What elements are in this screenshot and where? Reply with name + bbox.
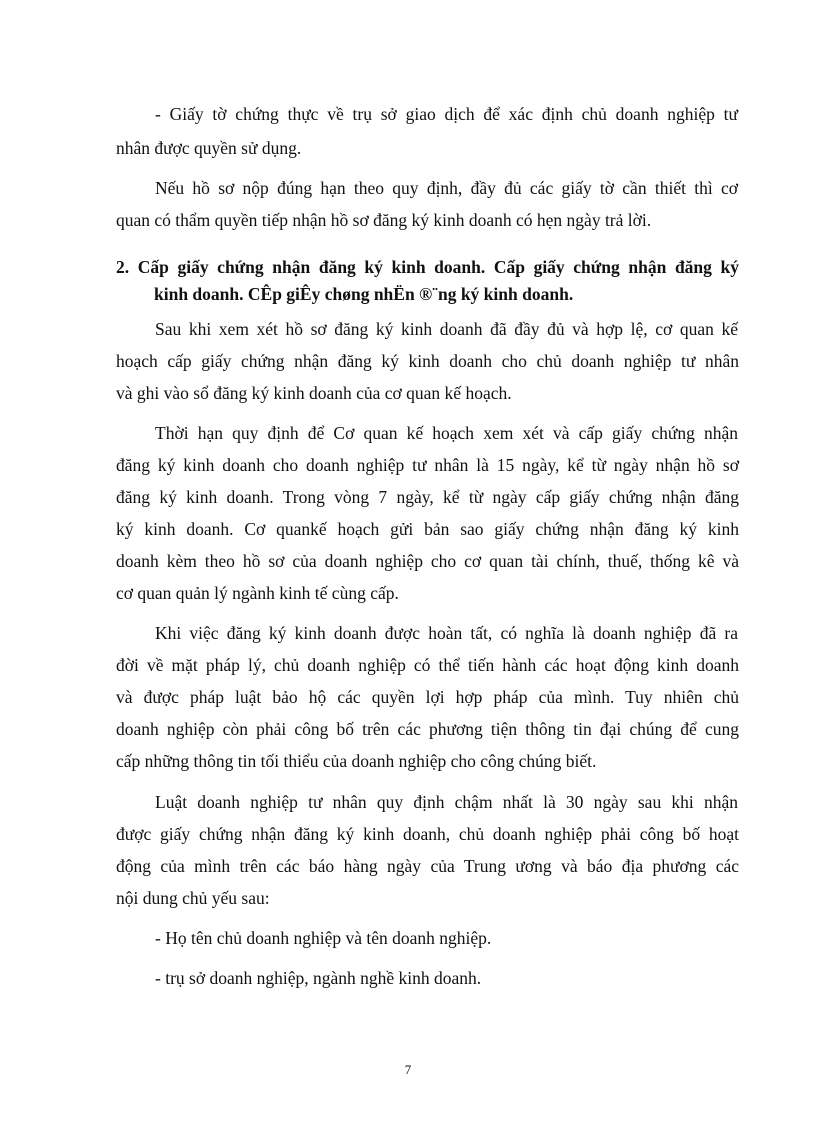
- paragraph-line: cơ quan quản lý ngành kinh tế cùng cấp.: [116, 583, 399, 603]
- paragraph-line: đăng ký kinh doanh. Trong vòng 7 ngày, kể từ ngày cấp giấy chứng nhận đăng: [116, 487, 739, 507]
- paragraph-line: Khi việc đăng ký kinh doanh được hoàn tất, có nghĩa là doanh nghiệp đã ra: [155, 623, 738, 643]
- paragraph-line: được giấy chứng nhận đăng ký kinh doanh, chủ doanh nghiệp phải công bố hoạt: [116, 824, 739, 844]
- page-number: 7: [404, 1062, 412, 1077]
- paragraph-line: và ghi vào sổ đăng ký kinh doanh của cơ quan kế hoạch.: [116, 383, 512, 403]
- paragraph-line: đời về mặt pháp lý, chủ doanh nghiệp có thể tiến hành các hoạt động kinh doanh: [116, 655, 739, 675]
- section-heading: 2. Cấp giấy chứng nhận đăng ký kinh doanh. Cấp giấy chứng nhận đăng ký: [116, 257, 739, 277]
- paragraph-line: đăng ký kinh doanh cho doanh nghiệp tư nhân là 15 ngày, kể từ ngày nhận hồ sơ: [116, 455, 739, 475]
- paragraph-line: - Giấy tờ chứng thực về trụ sở giao dịch để xác định chủ doanh nghiệp tư: [155, 104, 738, 124]
- paragraph-line: động của mình trên các báo hàng ngày của Trung ương và báo địa phương các: [116, 856, 739, 876]
- paragraph-line: Sau khi xem xét hồ sơ đăng ký kinh doanh đã đầy đủ và hợp lệ, cơ quan kế: [155, 319, 738, 339]
- paragraph-line: hoạch cấp giấy chứng nhận đăng ký kinh doanh cho chủ doanh nghiệp tư nhân: [116, 351, 739, 371]
- paragraph-line: và được pháp luật bảo hộ các quyền lợi hợp pháp của mình. Tuy nhiên chủ: [116, 687, 739, 707]
- section-heading: kinh doanh. CÊp giÊy chøng nhËn ®¨ng ký kinh doanh.: [154, 284, 574, 304]
- paragraph-line: ký kinh doanh. Cơ quankế hoạch gửi bản sao giấy chứng nhận đăng ký kinh: [116, 519, 739, 539]
- paragraph-line: doanh kèm theo hồ sơ của doanh nghiệp cho cơ quan tài chính, thuế, thống kê và: [116, 551, 739, 571]
- list-item: - Họ tên chủ doanh nghiệp và tên doanh nghiệp.: [155, 928, 492, 948]
- paragraph-line: Thời hạn quy định để Cơ quan kế hoạch xem xét và cấp giấy chứng nhận: [155, 423, 738, 443]
- paragraph-line: nhân được quyền sử dụng.: [116, 138, 302, 158]
- paragraph-line: Nếu hồ sơ nộp đúng hạn theo quy định, đầy đủ các giấy tờ cần thiết thì cơ: [155, 178, 738, 198]
- paragraph-line: cấp những thông tin tối thiểu của doanh nghiệp cho công chúng biết.: [116, 751, 597, 771]
- paragraph-line: nội dung chủ yếu sau:: [116, 888, 270, 908]
- paragraph-line: Luật doanh nghiệp tư nhân quy định chậm nhất là 30 ngày sau khi nhận: [155, 792, 738, 812]
- paragraph-line: doanh nghiệp còn phải công bố trên các phương tiện thông tin đại chúng để cung: [116, 719, 739, 739]
- list-item: - trụ sở doanh nghiệp, ngành nghề kinh doanh.: [155, 968, 482, 988]
- paragraph-line: quan có thẩm quyền tiếp nhận hồ sơ đăng ký kinh doanh có hẹn ngày trả lời.: [116, 210, 652, 230]
